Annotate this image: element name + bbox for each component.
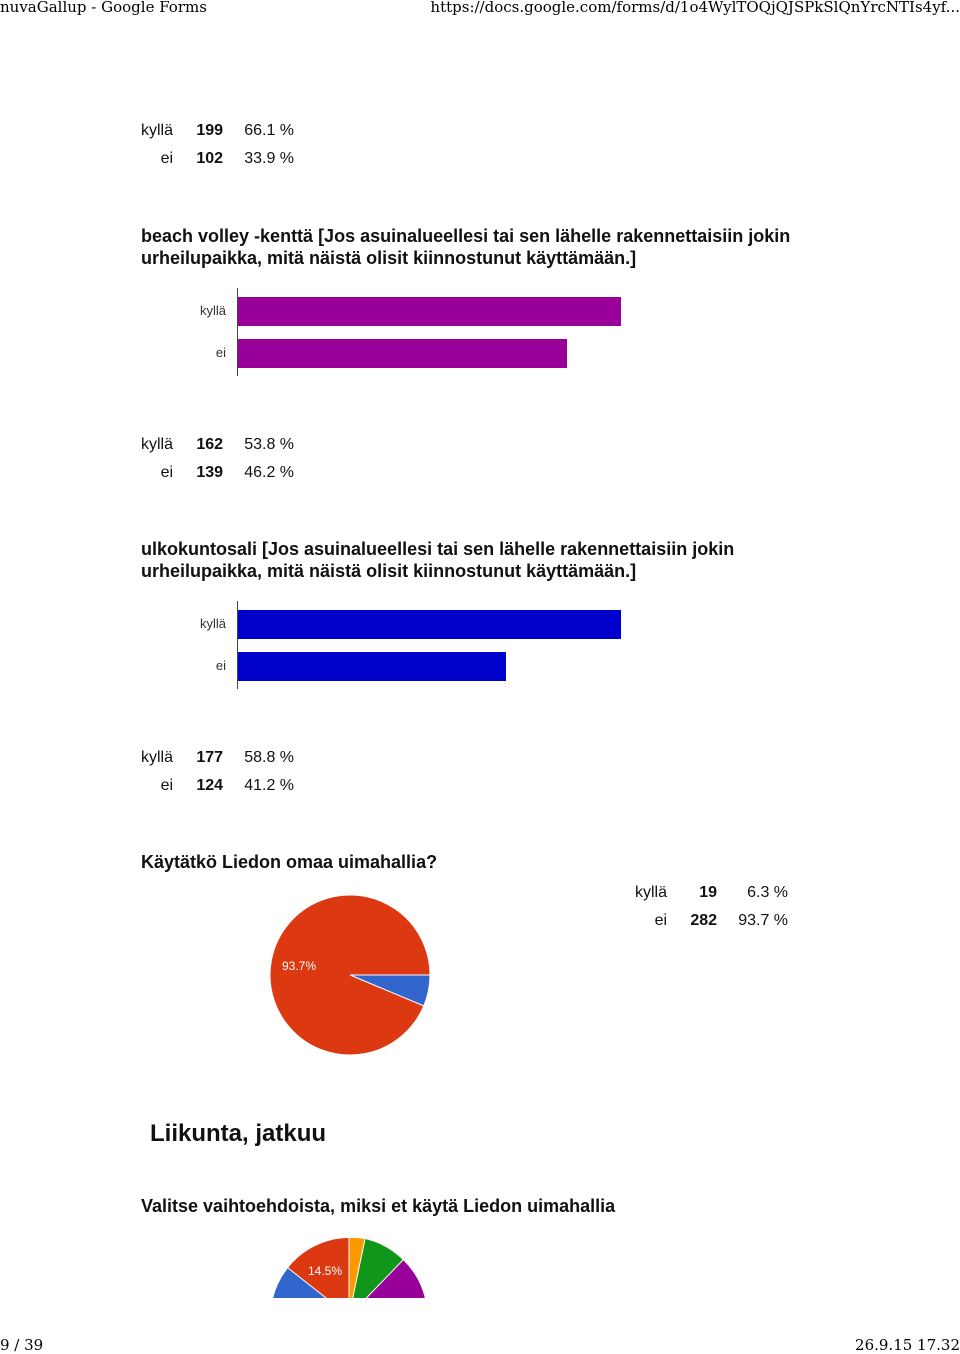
stat-percent: 6.3 % bbox=[747, 884, 789, 901]
stat-percent: 46.2 % bbox=[244, 464, 295, 481]
stat-percent: 53.8 % bbox=[244, 436, 295, 453]
bar-kylla bbox=[238, 297, 621, 326]
page-number: 9 / 39 bbox=[0, 1336, 44, 1354]
stat-percent: 93.7 % bbox=[738, 912, 789, 929]
stat-percent: 58.8 % bbox=[244, 749, 295, 766]
stat-row bbox=[141, 145, 294, 173]
print-date: 26.9.15 17.32 bbox=[855, 1336, 960, 1354]
stat-count: 199 bbox=[196, 122, 224, 139]
stat-label: kyllä bbox=[141, 749, 174, 766]
stat-row bbox=[141, 772, 294, 800]
section-title: Liikunta, jatkuu bbox=[150, 1120, 327, 1147]
stat-row bbox=[141, 459, 294, 487]
stat-percent: 33.9 % bbox=[244, 150, 295, 167]
stat-row bbox=[141, 431, 294, 459]
stat-label: ei bbox=[160, 150, 174, 167]
beach-stats-table bbox=[141, 431, 294, 487]
stat-label: ei bbox=[160, 777, 174, 794]
page-header-url[interactable]: https://docs.google.com/forms/d/1o4WylTOQjQJSPkSlQnYrcNTIs4yf... bbox=[430, 0, 960, 16]
uima-stats-table bbox=[635, 879, 788, 935]
stat-row bbox=[141, 744, 294, 772]
stat-label: ei bbox=[654, 912, 668, 929]
stat-count: 282 bbox=[690, 912, 718, 929]
stat-label: kyllä bbox=[141, 436, 174, 453]
pie-slice-ei bbox=[270, 895, 430, 1055]
pie-slice-label: 14.5% bbox=[308, 1264, 343, 1278]
stat-count: 139 bbox=[196, 464, 224, 481]
page-header-title: nuvaGallup - Google Forms bbox=[0, 0, 207, 16]
bar-label-kylla: kyllä bbox=[199, 616, 226, 631]
stat-row bbox=[635, 879, 788, 907]
stat-count: 102 bbox=[196, 150, 224, 167]
pie-chart-uimahalli bbox=[260, 885, 440, 1065]
stat-row bbox=[141, 117, 294, 145]
bar-label-ei: ei bbox=[215, 658, 226, 673]
prev-stats-table bbox=[141, 117, 294, 173]
stat-label: kyllä bbox=[141, 122, 174, 139]
pie-chart-miksi-partial bbox=[270, 1236, 430, 1298]
bar-label-kylla: kyllä bbox=[199, 303, 226, 318]
bar-ei bbox=[238, 339, 567, 368]
stat-label: ei bbox=[160, 464, 174, 481]
stat-label: kyllä bbox=[635, 884, 668, 901]
question-title-uimahalli: Käytätkö Liedon omaa uimahallia? bbox=[141, 852, 438, 872]
bar-kylla bbox=[238, 610, 621, 639]
question-title-miksi: Valitse vaihtoehdoista, miksi et käytä Liedon uimahallia bbox=[141, 1196, 616, 1216]
bar-ei bbox=[238, 652, 506, 681]
stat-percent: 66.1 % bbox=[244, 122, 295, 139]
question-title-beach: beach volley -kenttä [Jos asuinalueellesi tai sen lähelle rakennettaisiin jokin urheilupaikka, mitä näistä olisit kiinnostunut käyttämään.] bbox=[141, 226, 791, 268]
stat-count: 124 bbox=[196, 777, 224, 794]
question-title-ulkokuntosali: ulkokuntosali [Jos asuinalueellesi tai sen lähelle rakennettaisiin jokin urheilupaikka, mitä näistä olisit kiinnostunut käyttämään.] bbox=[141, 539, 735, 581]
pie-slice-label: 93.7% bbox=[282, 959, 317, 973]
stat-percent: 41.2 % bbox=[244, 777, 295, 794]
stat-count: 162 bbox=[196, 436, 224, 453]
stat-count: 19 bbox=[699, 884, 718, 901]
bar-label-ei: ei bbox=[215, 345, 226, 360]
ulko-stats-table bbox=[141, 744, 294, 800]
stat-count: 177 bbox=[196, 749, 224, 766]
stat-row bbox=[635, 907, 788, 935]
